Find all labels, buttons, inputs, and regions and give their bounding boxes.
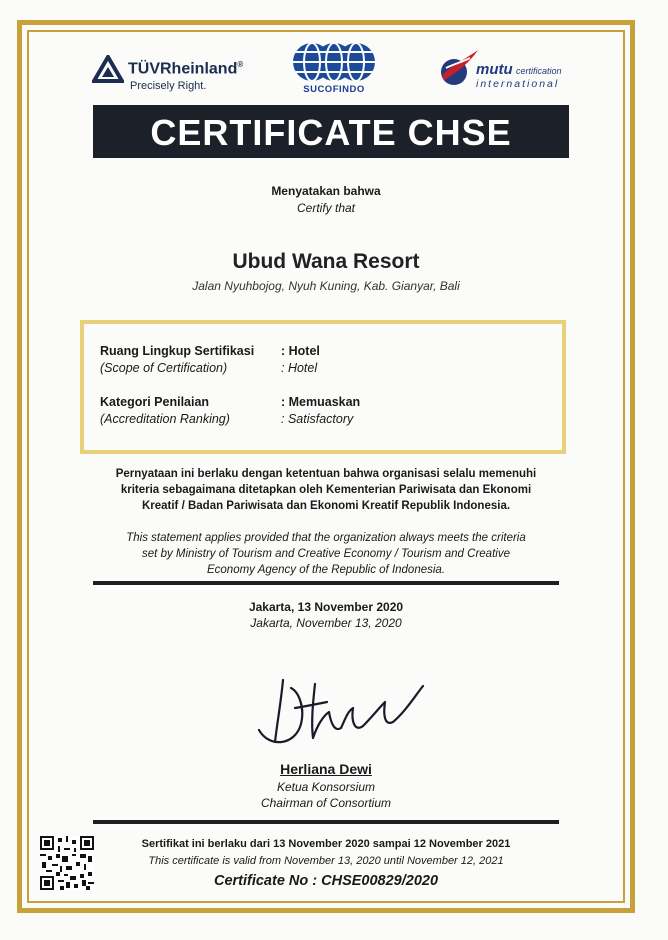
- statement-en: [27, 530, 625, 578]
- mutu-certification-logo: [436, 42, 576, 98]
- statement-en-line: set by Ministry of Tourism and Creative Economy / Tourism and Creative: [142, 548, 510, 560]
- mutu-name: mutu: [476, 61, 513, 78]
- tuv-rheinland-logo: [92, 52, 262, 96]
- statement-id-line: Kreatif / Badan Pariwisata dan Ekonomi Kreatif Republik Indonesia.: [141, 500, 511, 512]
- divider: [93, 581, 559, 585]
- signer-title-en: Chairman of Consortium: [260, 796, 392, 810]
- category-label-id: Kategori Penilaian: [100, 395, 210, 409]
- place-date-id: Jakarta, 13 November 2020: [248, 600, 404, 614]
- intro-id: Menyatakan bahwa: [271, 184, 381, 198]
- organization-address: Jalan Nyuhbojog, Nyuh Kuning, Kab. Gianyar, Bali: [192, 279, 460, 293]
- signer-name: Herliana Dewi: [280, 761, 372, 777]
- scope-box: [80, 320, 566, 454]
- statement-id-line: Pernyataan ini berlaku dengan ketentuan bahwa organisasi selalu memenuhi: [115, 468, 537, 480]
- globe-icon: [290, 42, 378, 82]
- certificate-number: Certificate No : CHSE00829/2020: [213, 873, 439, 889]
- sucofindo-logo: [290, 42, 378, 98]
- certificate-title: CERTIFICATE CHSE: [93, 105, 569, 158]
- intro-en: Certify that: [296, 201, 356, 215]
- statement-en-line: Economy Agency of the Republic of Indonesia.: [206, 564, 446, 576]
- category-value-en: : Satisfactory: [281, 412, 354, 426]
- statement-id-line: kriteria sebagaimana ditetapkan oleh Kementerian Pariwisata dan Ekonomi: [120, 484, 532, 496]
- signature-image: [255, 672, 425, 752]
- statement-en-line: This statement applies provided that the organization always meets the criteria: [126, 532, 526, 544]
- category-value-id: : Memuaskan: [281, 395, 361, 409]
- scope-value-en: : Hotel: [281, 361, 318, 375]
- signer-title-id: Ketua Konsorsium: [276, 780, 376, 794]
- mutu-sub: certification: [516, 66, 562, 76]
- organization-name: Ubud Wana Resort: [232, 250, 420, 273]
- statement-id: [27, 466, 625, 514]
- divider: [93, 820, 559, 824]
- place-date-en: Jakarta, November 13, 2020: [250, 616, 402, 630]
- mutu-intl: international: [476, 78, 560, 90]
- tuv-tagline: Precisely Right.: [130, 80, 207, 92]
- tuv-name: TÜVRheinland®: [128, 60, 244, 78]
- scope-label-id: Ruang Lingkup Sertifikasi: [100, 344, 255, 358]
- tuv-triangle-icon: [92, 55, 124, 83]
- category-label-en: (Accreditation Ranking): [100, 412, 230, 426]
- validity-en: This certificate is valid from November 13, 2020 until November 12, 2021: [148, 855, 504, 867]
- validity-id: Sertifikat ini berlaku dari 13 November 2020 sampai 12 November 2021: [141, 838, 511, 850]
- scope-value-id: : Hotel: [281, 344, 320, 358]
- mutu-swoosh-icon: [436, 48, 480, 88]
- sucofindo-name: SUCOFINDO: [303, 84, 365, 95]
- scope-label-en: (Scope of Certification): [100, 361, 228, 375]
